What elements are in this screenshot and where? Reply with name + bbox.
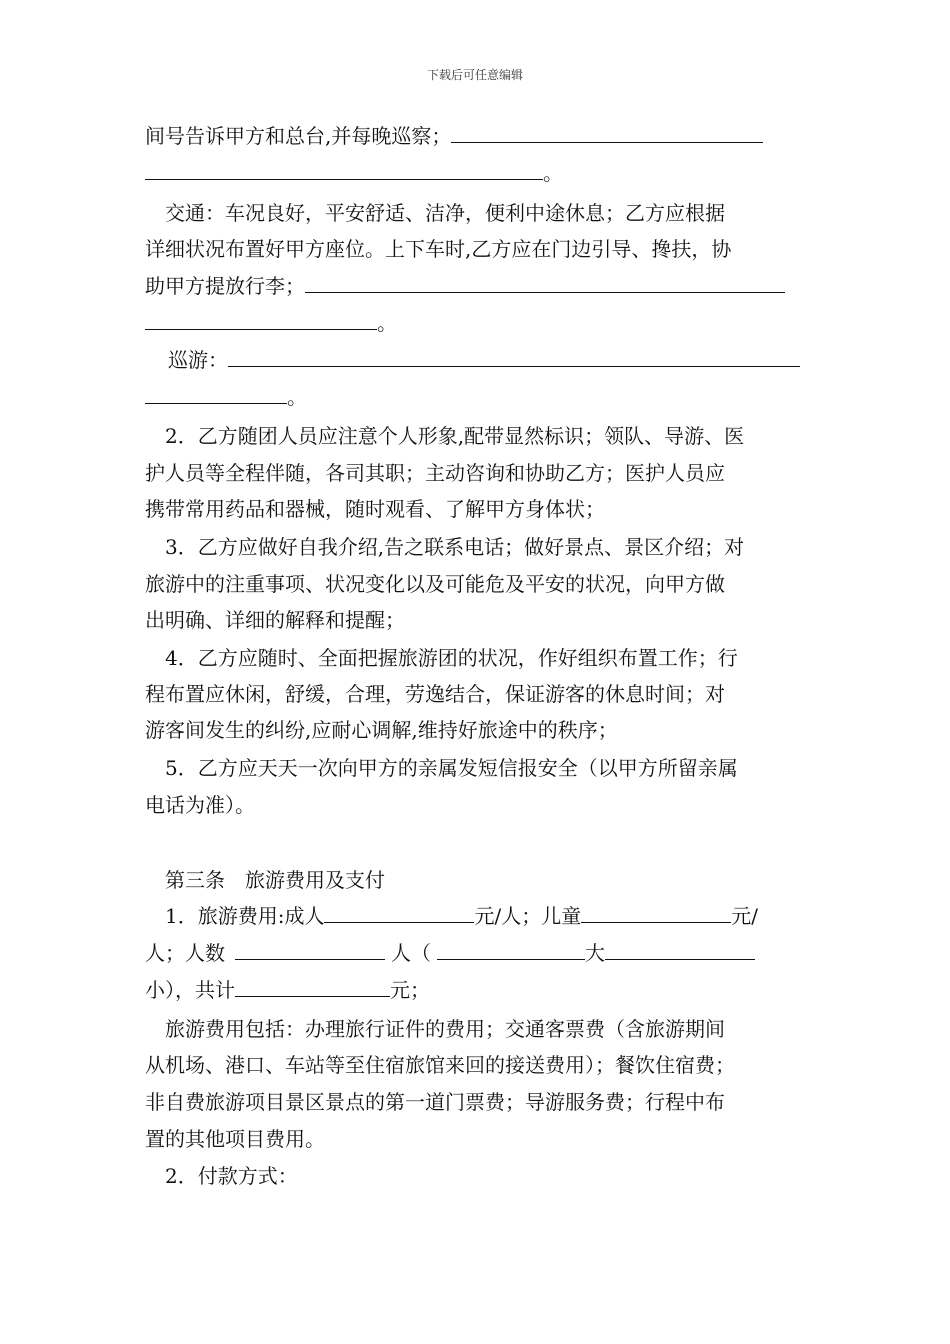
paragraph-line: [165, 1011, 725, 1047]
line-text: 助甲方提放行李；: [145, 274, 305, 298]
line-text: 出明确、详细的解释和提醒；: [145, 608, 405, 632]
blank-field: [305, 269, 785, 293]
blank-field: [228, 343, 800, 367]
line-text: 旅游费用包括：办理旅行证件的费用；交通客票费（含旅游期间: [165, 1017, 725, 1041]
line-text: 大: [585, 941, 605, 965]
paragraph-line: [145, 602, 405, 638]
blank-field: [581, 899, 731, 923]
text-line: [168, 342, 800, 378]
paragraph-line: [145, 566, 725, 602]
line-text: 3．乙方应做好自我介绍,告之联系电话；做好景点、景区介绍；对: [165, 535, 745, 559]
section-heading: [165, 862, 385, 898]
paragraph-line: [145, 712, 618, 748]
text-line: [165, 898, 758, 934]
line-text: 交通：车况良好，平安舒适、洁净，便利中途休息；乙方应根据: [165, 201, 725, 225]
paragraph-line: [145, 1121, 325, 1157]
paragraph-line: [145, 455, 725, 491]
line-text: 电话为准）。: [145, 793, 255, 817]
blank-field: [235, 936, 385, 960]
line-text: 非自费旅游项目景区景点的第一道门票费；导游服务费；行程中布: [145, 1090, 725, 1114]
text-line: [145, 305, 397, 341]
line-text: 游客间发生的纠纷,应耐心调解,维持好旅途中的秩序；: [145, 718, 618, 742]
page-header-note: 下载后可任意编辑: [426, 68, 523, 82]
paragraph-line: [145, 1084, 725, 1120]
paragraph-line: [165, 195, 725, 231]
blank-field: [437, 936, 585, 960]
text-line: [145, 379, 307, 415]
line-text: 携带常用药品和器械，随时观看、了解甲方身体状；: [145, 497, 605, 521]
line-text: 巡游：: [168, 348, 228, 372]
line-text: 间号告诉甲方和总台,并每晚巡察；: [145, 124, 452, 148]
paragraph-line: [145, 787, 255, 823]
blank-field: [605, 936, 755, 960]
blank-field: [324, 899, 474, 923]
paragraph-line: [165, 1158, 298, 1194]
blank-field: [451, 119, 763, 143]
paragraph-line: [165, 640, 738, 676]
line-text: 。: [377, 311, 397, 335]
line-text: 5．乙方应天天一次向甲方的亲属发短信报安全（以甲方所留亲属: [165, 756, 738, 780]
line-text: 详细状况布置好甲方座位。上下车时,乙方应在门边引导、搀扶，协: [145, 237, 732, 261]
line-text: 护人员等全程伴随，各司其职；主动咨询和协助乙方；医护人员应: [145, 461, 725, 485]
text-line: [145, 118, 763, 154]
text-line: [145, 935, 755, 971]
paragraph-line: [145, 231, 731, 267]
line-text: 元/人；儿童: [474, 904, 582, 928]
line-text: 从机场、港口、车站等至住宿旅馆来回的接送费用）；餐饮住宿费；: [145, 1053, 735, 1077]
paragraph-line: [165, 529, 744, 565]
line-text: 元；: [390, 978, 430, 1002]
blank-field: [235, 973, 390, 997]
line-text: 人（: [391, 941, 431, 965]
paragraph-line: [145, 1047, 735, 1083]
paragraph-line: [165, 418, 744, 454]
line-text: 元/: [731, 904, 758, 928]
line-text: 置的其他项目费用。: [145, 1127, 325, 1151]
line-text: 旅游中的注重事项、状况变化以及可能危及平安的状况，向甲方做: [145, 572, 725, 596]
line-text: 4．乙方应随时、全面把握旅游团的状况，作好组织布置工作；行: [165, 646, 738, 670]
paragraph-line: [165, 750, 738, 786]
text-line: [145, 972, 430, 1008]
line-text: 。: [543, 161, 563, 185]
blank-field: [145, 380, 287, 404]
text-line: [145, 268, 785, 304]
line-text: 程布置应休闲，舒缓，合理，劳逸结合，保证游客的休息时间；对: [145, 682, 725, 706]
heading-text: 第三条 旅游费用及支付: [165, 868, 385, 892]
paragraph-line: [145, 491, 605, 527]
line-text: 1．旅游费用:成人: [165, 904, 325, 928]
line-text: 2．乙方随团人员应注意个人形象,配带显然标识；领队、导游、医: [165, 424, 745, 448]
text-line: [145, 155, 563, 191]
line-text: 2．付款方式：: [165, 1164, 298, 1188]
paragraph-line: [145, 676, 725, 712]
line-text: 人；人数: [145, 941, 225, 965]
blank-field: [145, 306, 377, 330]
blank-field: [145, 156, 543, 180]
line-text: 。: [287, 385, 307, 409]
line-text: 小），共计: [145, 978, 235, 1002]
